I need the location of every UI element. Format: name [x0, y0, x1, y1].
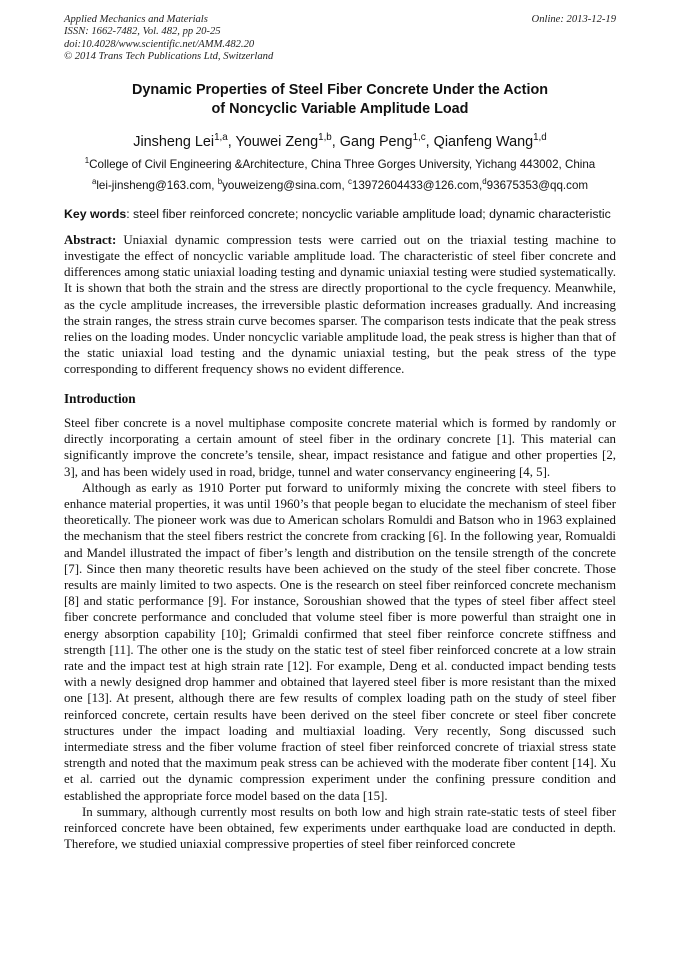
author-superscript: 1,a [214, 131, 228, 143]
author-name: Gang Peng [339, 133, 413, 150]
section-heading-introduction: Introduction [64, 390, 136, 406]
body-paragraph: Steel fiber concrete is a novel multiphase composite concrete material which is formed by randomly or directly incorporating a certain amount of steel fiber in the ordinary concrete [1]. This material can significantly improve the concrete’s tensile, shear, impact resistance and fatigue and other properties [2, 3], and has been widely used in road, bridge, tunnel and water conservancy engineering [4, 5]. [64, 415, 616, 479]
abstract-text: Uniaxial dynamic compression tests were carried out on the triaxial testing machine to investigate the effect of noncyclic variable amplitude load. The characteristic of steel fiber concrete and differences among static uniaxial loading testing and dynamic uniaxial testing were studied systematically. It is shown that both the strain and the stress are directly proportional to the cycle frequency. Meanwhile, as the cycle amplitude increases, the irreversible plastic deformation increases gradually. And increasing the strain ranges, the stress strain curve becomes sparser. The comparison tests indicate that the peak stress relies on the loading modes. Under noncyclic variable amplitude load, the peak stress is higher than that of the static uniaxial load testing and the dynamic uniaxial testing, but the peak stress of the type corresponding to different frequency shows no evident difference. [64, 233, 616, 376]
author-name: Youwei Zeng [235, 133, 319, 150]
author-superscript: 1,c [412, 131, 426, 143]
keywords-label: Key words [64, 206, 127, 221]
email-superscript: a [91, 176, 97, 186]
keywords-text: steel fiber reinforced concrete; noncyclic variable amplitude load; dynamic characteristic [133, 206, 611, 221]
doi-line: doi:10.4028/www.scientific.net/AMM.482.20 [64, 38, 255, 50]
body-paragraph: In summary, although currently most results on both low and high strain rate-static tests of steel fiber reinforced concrete have been obtained, few experiments under earthquake load are conducted in depth. Therefore, we studied uniaxial compressive properties of steel fiber reinforced concrete [64, 804, 616, 852]
email-address: 93675353@qq.com [486, 178, 589, 192]
paper-title [64, 81, 616, 119]
author-name: Qianfeng Wang [433, 133, 534, 150]
keywords: Key words: steel fiber reinforced concrete; noncyclic variable amplitude load; dynamic characteristic [64, 206, 611, 221]
email-superscript: b [217, 176, 223, 186]
affiliation-superscript: 1 [84, 155, 90, 165]
author-superscript: 1,d [533, 131, 547, 143]
title-line-1: Dynamic Properties of Steel Fiber Concrete Under the Action [131, 81, 549, 98]
title-line-2: of Noncyclic Variable Amplitude Load [211, 100, 469, 117]
author-list: Jinsheng Lei$^{1,a}$, Youwei Zeng$^{1,b}$, Gang Peng$^{1,c}$, Qianfeng Wang$^{1,d}$ [133, 131, 547, 150]
online-date: Online: 2013-12-19 [531, 14, 616, 25]
email-superscript: c [347, 176, 352, 186]
publication-header [64, 14, 616, 64]
email-address: 13972604433@126.com [351, 178, 480, 192]
journal-name: Applied Mechanics and Materials [64, 14, 208, 25]
affiliation [64, 157, 616, 172]
author-superscript: 1,b [318, 131, 332, 143]
email-address: lei-jinsheng@163.com [96, 178, 212, 192]
paper-page [64, 14, 616, 852]
abstract [64, 232, 616, 377]
body-paragraph: Although as early as 1910 Porter put forward to uniformly mixing the concrete with steel fibers to enhance material properties, it was until 1960’s that people began to elucidate the mechanism of steel fiber theoretically. The pioneer work was due to American scholars Romuldi and Batson who in 1963 explained the mechanism that the steel fibers restrict the concrete from cracking [6]. In the following year, Romualdi and Mandel illustrated the impact of fiber’s length and distribution on the tensile strength of the concrete [7]. Since then many theoretic results have been achieved on the study of the steel fiber concrete. Those results are mainly limited to two aspects. One is the research on steel fiber reinforced concrete mechanism [8] and static performance [9]. For instance, Soroushian showed that the types of steel fiber affect steel fiber concrete performance and concluded that volume steel fiber is more powerful than straight one in energy absorption capability [10]; Grimaldi confirmed that steel fiber reinforce concrete stiffness and strength [11]. The other one is the study on the static test of steel fiber reinforced concrete at a low strain rate and the impact test at high strain rate [12]. For example, Deng et al. conducted impact bending tests with a newly designed drop hammer and obtained that layered steel fiber is more resistant than the mixed one [13]. At present, although there are few results of complex loading path on the study of steel fiber reinforced concrete, certain results have been derived on the steel fiber concrete or steel fiber concrete structures under the impact loading and multiaxial loading. Very recently, Song discussed such intermediate stress and the fiber volume fraction of steel fiber reinforced concrete of triaxial stress state strength and noted that the maximum peak stress can be achieved with the moderate fiber content [14]. Xu et al. carried out the dynamic compression experiment under the confining pressure condition and established the appropriate force model based on the data [15]. [64, 480, 616, 803]
abstract-label: Abstract: [64, 233, 117, 248]
email-superscript: d [482, 176, 487, 186]
issn-line: ISSN: 1662-7482, Vol. 482, pp 20-25 [64, 26, 221, 38]
copyright-line: © 2014 Trans Tech Publications Ltd, Switzerland [64, 51, 274, 63]
author-name: Jinsheng Lei [133, 133, 215, 150]
email-list: $^a$lei-jinsheng@163.com, $^b$youweizeng@sina.com, $^c$13972604433@126.com,$^d$93675353@qq.com [91, 176, 589, 192]
affiliation-text: College of Civil Engineering &Architecture, China Three Gorges University, Yichang 443002, China [89, 157, 596, 171]
email-address: youweizeng@sina.com [222, 178, 342, 192]
